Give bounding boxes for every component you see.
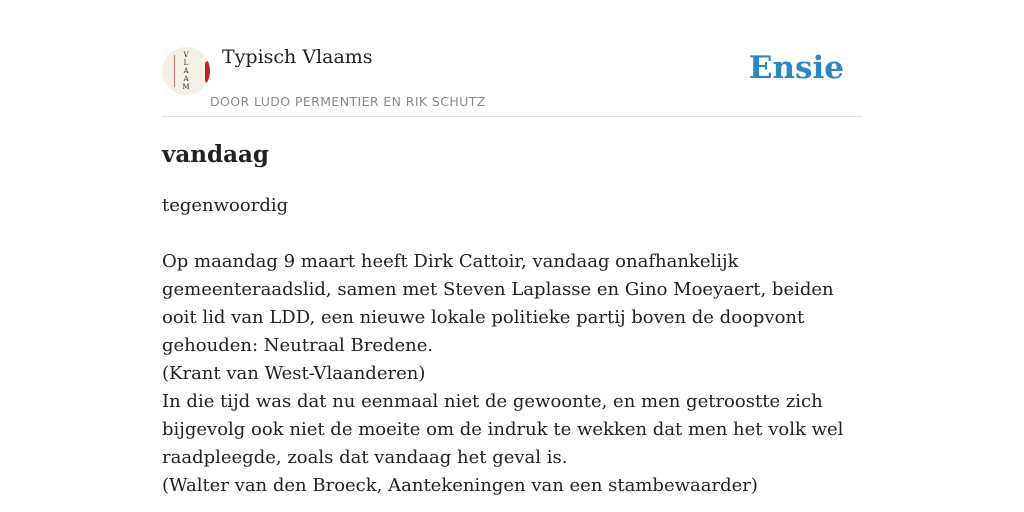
logo-lettering [179, 51, 193, 91]
byline: DOOR LUDO PERMENTIER EN RIK SCHUTZ [210, 94, 486, 109]
entry-headword: vandaag [162, 141, 269, 168]
logo-letter: M [182, 83, 190, 91]
entry-content [162, 140, 862, 500]
logo-letter: V [183, 51, 189, 59]
example-text: Op maandag 9 maart heeft Dirk Cattoir, vandaag onafhankelijk gemeenteraadslid, samen met Steven Laplasse en Gino Moeyaert, beiden ooit lid van LDD, een nieuwe lokale politieke partij boven de doopvont gehouden: Neutraal Bredene. [162, 251, 834, 356]
logo-accent [205, 61, 210, 83]
logo-rule [174, 55, 175, 87]
entry-definition: tegenwoordig [162, 195, 289, 216]
brand-logo[interactable]: Ensie [748, 50, 844, 86]
example-text: In die tijd was dat nu eenmaal niet de gewoonte, en men getroostte zich bijgevolg ook niet de moeite om de indruk te wekken dat men het volk wel raadpleegde, zoals dat vandaag het geval is. [162, 391, 844, 468]
example-source: (Walter van den Broeck, Aantekeningen van een stambewaarder) [162, 475, 758, 496]
blog-title[interactable]: Typisch Vlaams [222, 46, 373, 68]
logo-letter: A [183, 75, 189, 83]
logo-letter: L [183, 59, 189, 67]
example-source: (Krant van West-Vlaanderen) [162, 363, 426, 384]
header [162, 40, 862, 117]
entry-examples [162, 248, 862, 500]
blog-logo[interactable] [162, 47, 210, 95]
logo-letter: A [183, 67, 189, 75]
